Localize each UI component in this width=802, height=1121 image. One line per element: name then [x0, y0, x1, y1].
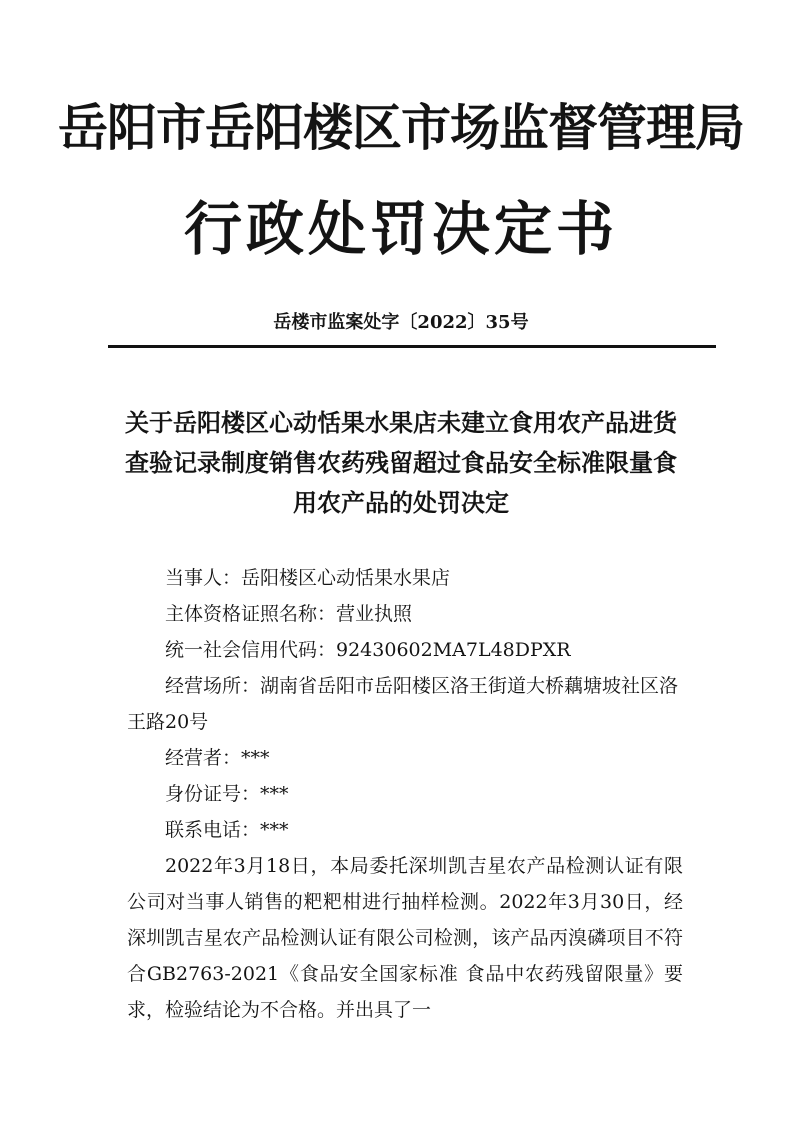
- decision-subject: 关于岳阳楼区心动恬果水果店未建立食用农产品进货查验记录制度销售农药残留超过食品安全标准限量食用农产品的处罚决定: [125, 408, 677, 517]
- id-number: 身份证号：***: [165, 783, 289, 805]
- header-divider: [108, 345, 716, 348]
- party-name: 当事人：岳阳楼区心动恬果水果店: [165, 567, 451, 589]
- document-body: [127, 560, 683, 1028]
- document-title: 行政处罚决定书: [183, 195, 618, 263]
- issuing-agency: 岳阳市岳阳楼区市场监督管理局: [58, 99, 744, 157]
- credit-code: 统一社会信用代码：92430602MA7L48DPXR: [165, 639, 571, 661]
- operator: 经营者：***: [165, 747, 270, 769]
- case-narrative: 2022年3月18日，本局委托深圳凯吉星农产品检测认证有限公司对当事人销售的粑粑柑进行抽样检测。2022年3月30日，经深圳凯吉星农产品检测认证有限公司检测，该产品丙溴磷项目不符合GB2763-2021《食品安全国家标准 食品中农药残留限量》要求，检验结论为不合格。并出具了一: [127, 855, 683, 1021]
- license-name: 主体资格证照名称：营业执照: [165, 603, 413, 625]
- document-number: 岳楼市监案处字〔2022〕35号: [273, 312, 529, 333]
- business-address: 经营场所：湖南省岳阳市岳阳楼区洛王街道大桥藕塘坡社区洛王路20号: [127, 675, 679, 733]
- contact-phone: 联系电话：***: [165, 819, 289, 841]
